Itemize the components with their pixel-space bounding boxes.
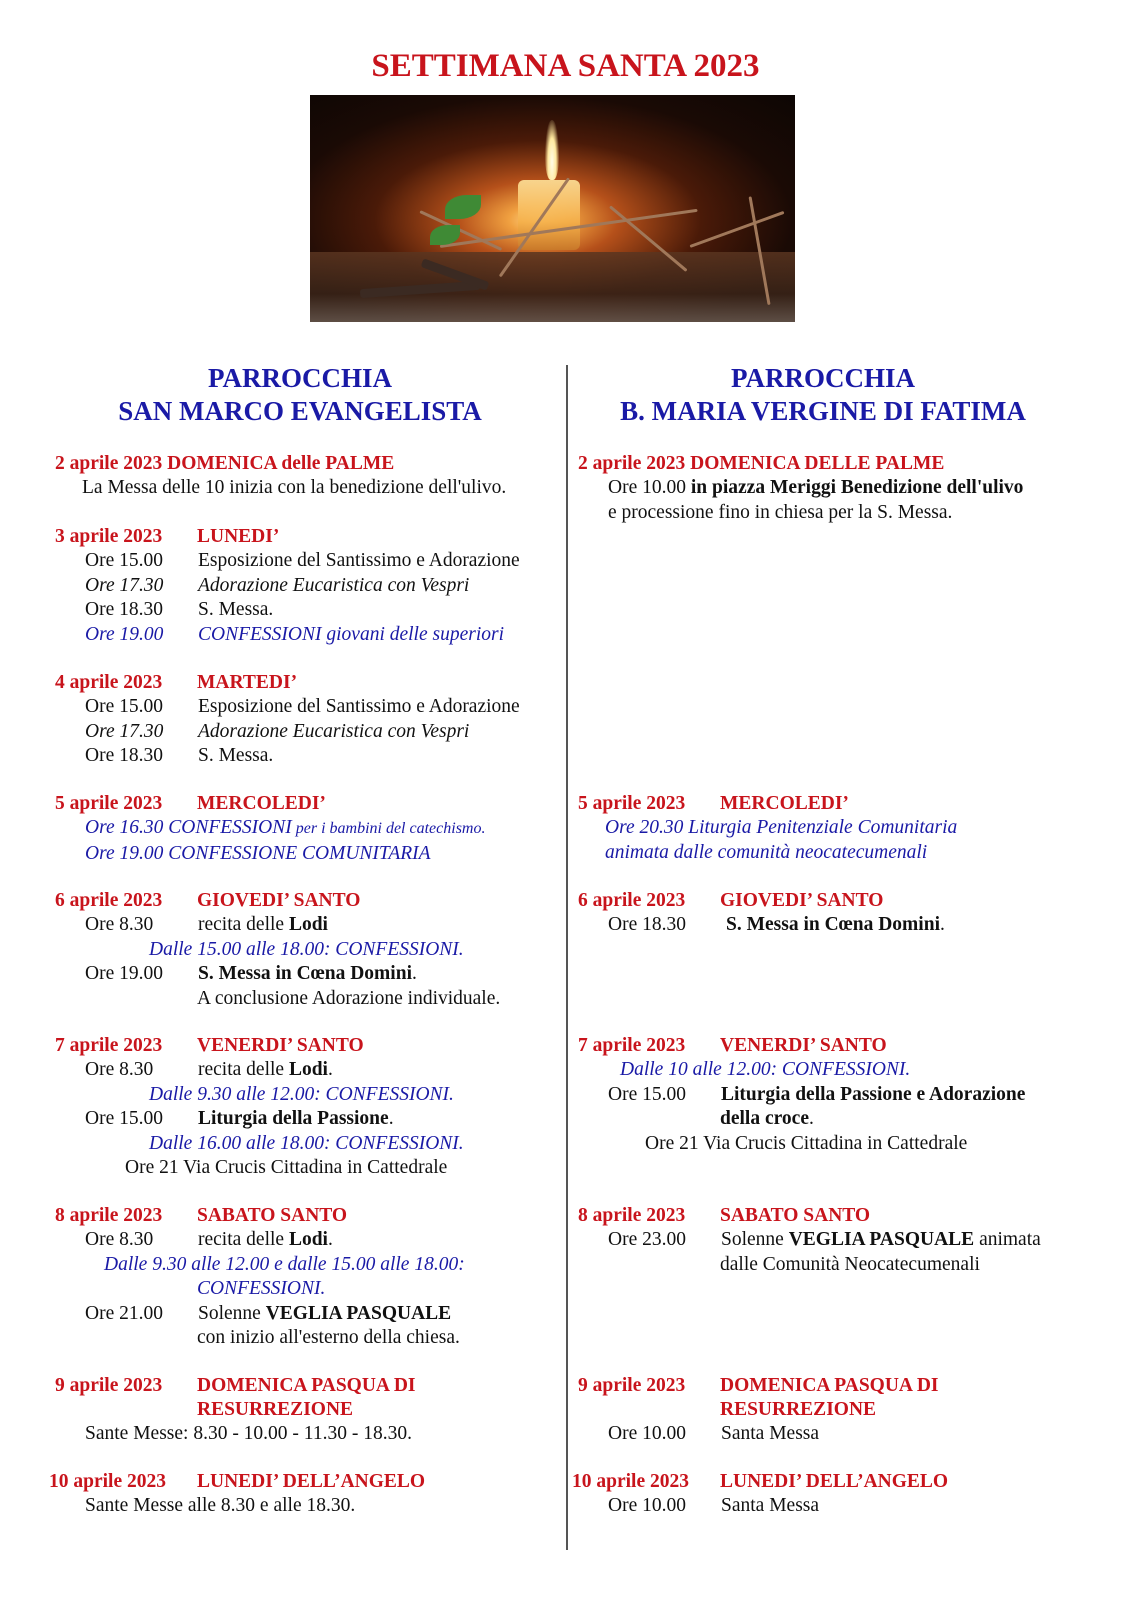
text: Solenne bbox=[721, 1229, 789, 1250]
day-header bbox=[578, 889, 1088, 913]
flame-icon bbox=[545, 120, 559, 180]
day-name: DOMENICA delle PALME bbox=[167, 453, 395, 474]
day-6-aprile bbox=[55, 889, 555, 1011]
schedule-line: Sante Messe alle 8.30 e alle 18.30. bbox=[85, 1495, 356, 1516]
day-date: 3 aprile 2023 bbox=[55, 526, 163, 547]
day-date: 2 aprile 2023 bbox=[578, 453, 686, 474]
day-10-aprile bbox=[572, 1470, 1082, 1519]
parish-fatima bbox=[572, 362, 1088, 1516]
schedule-line bbox=[578, 1107, 1088, 1132]
day-date: 5 aprile 2023 bbox=[55, 793, 163, 814]
bold-text: Lodi bbox=[288, 914, 328, 935]
day-date: 7 aprile 2023 bbox=[578, 1035, 686, 1056]
day-header bbox=[55, 792, 555, 816]
time: Ore 8.30 bbox=[85, 1059, 154, 1080]
description: S. Messa. bbox=[198, 745, 274, 766]
day-name: GIOVEDI’ SANTO bbox=[197, 890, 361, 911]
day-date: 5 aprile 2023 bbox=[578, 793, 686, 814]
schedule-line bbox=[55, 720, 555, 745]
time: Ore 15.00 bbox=[608, 1083, 686, 1105]
time: Ore 18.30 bbox=[85, 599, 163, 620]
schedule-line bbox=[55, 1302, 555, 1327]
bold-text: Lodi bbox=[288, 1059, 328, 1080]
parish-name: B. MARIA VERGINE DI FATIMA bbox=[620, 396, 1026, 426]
bold-text: Liturgia della Passione bbox=[198, 1108, 389, 1129]
description: Ore 16.30 CONFESSIONI bbox=[85, 817, 292, 838]
time: Ore 23.00 bbox=[608, 1229, 686, 1250]
schedule-line: Sante Messe: 8.30 - 10.00 - 11.30 - 18.30. bbox=[85, 1423, 412, 1444]
day-header bbox=[578, 792, 1088, 816]
day-name: LUNEDI’ DELL’ANGELO bbox=[720, 1471, 949, 1492]
schedule-line: Ore 19.00 CONFESSIONE COMUNITARIA bbox=[85, 842, 431, 864]
bold-text: della croce bbox=[720, 1108, 809, 1129]
time: Ore 19.00 bbox=[85, 623, 164, 645]
schedule-line bbox=[55, 1058, 555, 1083]
parish-title bbox=[50, 362, 550, 428]
day-header bbox=[55, 1204, 555, 1228]
time: Ore 17.30 bbox=[85, 720, 164, 742]
time: Ore 8.30 bbox=[85, 914, 154, 935]
day-header bbox=[49, 1470, 549, 1494]
text: Ore 10.00 bbox=[608, 477, 691, 498]
confession-line: Dalle 16.00 alle 18.00: CONFESSIONI. bbox=[149, 1132, 464, 1154]
schedule-line bbox=[55, 695, 555, 720]
day-header bbox=[578, 1034, 1088, 1058]
day-date: 10 aprile 2023 bbox=[572, 1471, 689, 1492]
day-7-aprile bbox=[578, 1034, 1088, 1156]
day-header bbox=[55, 1374, 555, 1422]
day-header bbox=[572, 1470, 1082, 1494]
description bbox=[198, 913, 328, 938]
time: Ore 18.30 bbox=[85, 745, 163, 766]
day-name-line: DOMENICA PASQUA DI bbox=[720, 1375, 939, 1396]
schedule-line bbox=[55, 1107, 555, 1132]
text: recita delle bbox=[198, 914, 289, 935]
bold-text: in piazza Meriggi Benedizione dell'ulivo bbox=[690, 477, 1024, 498]
text: . bbox=[327, 1059, 333, 1080]
day-7-aprile bbox=[55, 1034, 555, 1181]
schedule-line bbox=[55, 744, 555, 769]
day-header bbox=[55, 671, 555, 695]
day-2-aprile bbox=[578, 452, 1088, 525]
description: Esposizione del Santissimo e Adorazione bbox=[198, 696, 520, 717]
bold-text: VEGLIA PASQUALE bbox=[265, 1302, 452, 1324]
bold-text: S. Messa in Cœna Domini bbox=[726, 914, 940, 935]
parish-name: SAN MARCO EVANGELISTA bbox=[118, 396, 482, 426]
schedule-line bbox=[55, 549, 555, 574]
page-title: SETTIMANA SANTA 2023 bbox=[371, 48, 760, 84]
day-date: 6 aprile 2023 bbox=[55, 890, 163, 911]
schedule-line bbox=[578, 476, 1088, 501]
day-date: 7 aprile 2023 bbox=[55, 1035, 163, 1056]
text: recita delle bbox=[198, 1059, 289, 1080]
description: Adorazione Eucaristica con Vespri bbox=[198, 574, 470, 596]
schedule-line: e processione fino in chiesa per la S. Messa. bbox=[608, 501, 953, 523]
description bbox=[198, 1302, 451, 1327]
bold-text: Lodi bbox=[288, 1229, 328, 1250]
description: CONFESSIONI giovani delle superiori bbox=[198, 623, 505, 645]
day-date: 4 aprile 2023 bbox=[55, 672, 163, 693]
description bbox=[198, 1228, 333, 1253]
day-name-line: DOMENICA PASQUA DI bbox=[197, 1375, 416, 1396]
schedule-line: Ore 21 Via Crucis Cittadina in Cattedrale bbox=[125, 1157, 448, 1178]
day-header bbox=[55, 889, 555, 913]
day-9-aprile bbox=[578, 1374, 1088, 1447]
description bbox=[198, 1107, 394, 1132]
parish-label: PARROCCHIA bbox=[208, 363, 392, 393]
description: Santa Messa bbox=[721, 1423, 820, 1444]
time: Ore 15.00 bbox=[85, 550, 163, 571]
schedule-line: Ore 21 Via Crucis Cittadina in Cattedrale bbox=[645, 1132, 968, 1154]
description: Liturgia della Passione e Adorazione bbox=[721, 1083, 1026, 1105]
parish-title bbox=[578, 362, 1068, 428]
day-date: 10 aprile 2023 bbox=[49, 1471, 166, 1492]
day-5-aprile bbox=[578, 792, 1088, 865]
schedule-line bbox=[55, 1228, 555, 1253]
day-name-line: RESURREZIONE bbox=[197, 1399, 354, 1420]
day-name: GIOVEDI’ SANTO bbox=[720, 890, 884, 911]
time: Ore 21.00 bbox=[85, 1302, 163, 1324]
text: . bbox=[808, 1108, 814, 1129]
day-name: VENERDI’ SANTO bbox=[720, 1035, 887, 1056]
day-name: MARTEDI’ bbox=[197, 672, 298, 693]
schedule-line bbox=[578, 1083, 1088, 1108]
day-date: 9 aprile 2023 bbox=[578, 1375, 686, 1396]
description: Adorazione Eucaristica con Vespri bbox=[198, 720, 470, 742]
day-date: 8 aprile 2023 bbox=[55, 1205, 163, 1226]
day-9-aprile bbox=[55, 1374, 555, 1447]
day-name: MERCOLEDI’ bbox=[197, 793, 326, 814]
text: Solenne bbox=[198, 1302, 266, 1324]
schedule-line bbox=[55, 574, 555, 599]
schedule-line bbox=[572, 1494, 1082, 1519]
hero-image bbox=[310, 95, 795, 322]
description bbox=[726, 913, 945, 938]
schedule-line: con inizio all'esterno della chiesa. bbox=[197, 1327, 460, 1348]
day-name: LUNEDI’ bbox=[197, 526, 280, 547]
leaf bbox=[445, 195, 481, 219]
description-detail: per i bambini del catechismo. bbox=[291, 820, 486, 837]
day-8-aprile bbox=[55, 1204, 555, 1351]
day-date: 9 aprile 2023 bbox=[55, 1375, 163, 1396]
confession-line: Dalle 9.30 alle 12.00: CONFESSIONI. bbox=[149, 1083, 454, 1105]
schedule-line: animata dalle comunità neocatecumenali bbox=[605, 841, 928, 863]
day-5-aprile bbox=[55, 792, 555, 866]
day-header bbox=[578, 452, 1088, 476]
confession-line: CONFESSIONI. bbox=[197, 1278, 326, 1299]
schedule-line bbox=[578, 1422, 1088, 1447]
time: Ore 18.30 bbox=[608, 914, 686, 935]
schedule-line bbox=[578, 1228, 1088, 1253]
time: Ore 19.00 bbox=[85, 963, 163, 984]
description bbox=[198, 962, 417, 987]
confession-line: Dalle 15.00 alle 18.00: CONFESSIONI. bbox=[149, 938, 464, 960]
schedule-line bbox=[578, 913, 1088, 938]
time: Ore 17.30 bbox=[85, 574, 164, 596]
day-date: 2 aprile 2023 bbox=[55, 453, 163, 474]
schedule-line bbox=[55, 598, 555, 623]
day-date: 8 aprile 2023 bbox=[578, 1205, 686, 1226]
day-name: LUNEDI’ DELL’ANGELO bbox=[197, 1471, 426, 1492]
schedule-line: Ore 20.30 Liturgia Penitenziale Comunitaria bbox=[605, 817, 958, 838]
description: Santa Messa bbox=[721, 1495, 820, 1516]
day-date: 6 aprile 2023 bbox=[578, 890, 686, 911]
day-4-aprile bbox=[55, 671, 555, 769]
text: animata bbox=[974, 1229, 1041, 1250]
schedule-line bbox=[55, 623, 555, 648]
confession-line: Dalle 10 alle 12.00: CONFESSIONI. bbox=[620, 1059, 911, 1080]
day-10-aprile bbox=[49, 1470, 549, 1519]
text: . bbox=[940, 914, 945, 935]
bold-text: S. Messa in Cœna Domini bbox=[198, 963, 412, 984]
description bbox=[721, 1228, 1041, 1253]
parish-label: PARROCCHIA bbox=[731, 363, 915, 393]
day-name: SABATO SANTO bbox=[197, 1205, 348, 1226]
parish-san-marco bbox=[49, 362, 555, 1516]
day-6-aprile bbox=[578, 889, 1088, 938]
day-name: MERCOLEDI’ bbox=[720, 793, 849, 814]
schedule-line bbox=[55, 816, 555, 842]
description: Esposizione del Santissimo e Adorazione bbox=[198, 550, 520, 571]
schedule-line: dalle Comunità Neocatecumenali bbox=[720, 1253, 980, 1275]
day-2-aprile bbox=[55, 452, 555, 501]
time: Ore 8.30 bbox=[85, 1229, 154, 1250]
description bbox=[198, 1058, 333, 1083]
column-divider bbox=[566, 365, 568, 1550]
thorn bbox=[689, 211, 784, 248]
confession-line: Dalle 9.30 alle 12.00 e dalle 15.00 alle 18.00: bbox=[104, 1253, 465, 1275]
day-name-line: RESURREZIONE bbox=[720, 1399, 877, 1420]
time: Ore 15.00 bbox=[85, 696, 163, 717]
day-name: VENERDI’ SANTO bbox=[197, 1035, 364, 1056]
schedule-line bbox=[55, 962, 555, 987]
text: . bbox=[388, 1108, 394, 1129]
time: Ore 15.00 bbox=[85, 1108, 163, 1129]
day-8-aprile bbox=[578, 1204, 1088, 1277]
day-header bbox=[578, 1374, 1088, 1422]
day-3-aprile bbox=[55, 525, 555, 647]
text: recita delle bbox=[198, 1229, 289, 1250]
day-header bbox=[578, 1204, 1088, 1228]
time: Ore 10.00 bbox=[608, 1423, 686, 1444]
text: . bbox=[327, 1229, 333, 1250]
text: . bbox=[412, 963, 417, 984]
schedule-line: La Messa delle 10 inizia con la benedizione dell'ulivo. bbox=[82, 477, 507, 498]
time: Ore 10.00 bbox=[608, 1495, 686, 1516]
day-name: DOMENICA DELLE PALME bbox=[690, 453, 945, 474]
day-header bbox=[55, 452, 555, 476]
day-header bbox=[55, 1034, 555, 1058]
day-name: SABATO SANTO bbox=[720, 1205, 871, 1226]
day-name bbox=[197, 1374, 416, 1422]
day-name bbox=[720, 1374, 939, 1422]
bold-text: VEGLIA PASQUALE bbox=[788, 1229, 975, 1250]
schedule-line: A conclusione Adorazione individuale. bbox=[197, 987, 501, 1009]
description: S. Messa. bbox=[198, 599, 274, 620]
day-header bbox=[55, 525, 555, 549]
schedule-line bbox=[55, 913, 555, 938]
